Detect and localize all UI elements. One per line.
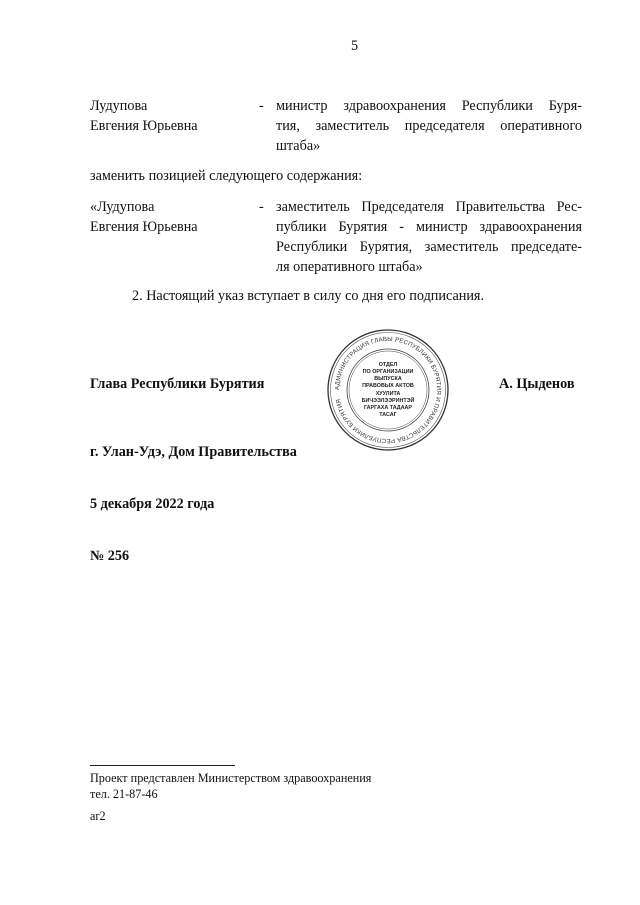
dash: - [259,199,264,215]
dash: - [259,98,264,114]
seal-line: ХУУЛИТА [375,391,401,397]
role-line: министр здравоохранения Республики Буря- [276,98,582,114]
signatory-position: Глава Республики Бурятия [90,376,265,392]
person-name-line1: «Лудупова [90,199,155,215]
seal-line: ПО ОРГАНИЗАЦИИ [362,369,414,375]
seal-line: ВЫПУСКА [374,376,402,382]
role-description [276,96,582,156]
seal-line: ТАСАГ [379,412,397,418]
svg-text:АДМИНИСТРАЦИЯ ГЛАВЫ РЕСПУБЛИКИ [334,336,442,444]
role-line: публики Бурятия - министр здравоохранения [276,219,582,235]
seal-line: ОТДЕЛ [378,362,398,368]
replace-instruction: заменить позицией следующего содержания: [90,168,363,184]
role-description [276,197,582,277]
role-line: Республики Бурятия, заместитель председате- [276,239,582,255]
person-name-line2: Евгения Юрьевна [90,219,198,235]
date: 5 декабря 2022 года [90,496,215,512]
person-name-line2: Евгения Юрьевна [90,118,198,134]
signatory-name: А. Цыденов [499,376,575,392]
footnote-line1: Проект представлен Министерством здравоохранения [90,771,372,785]
role-line: ля оперативного штаба» [276,259,423,275]
seal-line: БИЧЭЭЛЭЭРИНТЭЙ [361,398,415,404]
seal-ring-text: АДМИНИСТРАЦИЯ ГЛАВЫ РЕСПУБЛИКИ БУРЯТИЯ И ПРАВИТЕЛЬСТВА РЕСПУБЛИКИ БУРЯТИЯ [333,335,443,445]
clause-2: 2. Настоящий указ вступает в силу со дня его подписания. [132,288,485,304]
footnote-separator [90,765,235,766]
document-number: № 256 [90,548,130,564]
place: г. Улан-Удэ, Дом Правительства [90,444,297,460]
official-seal [326,328,450,452]
seal-line: ПРАВОВЫХ АКТОВ [362,383,414,389]
role-line: тия, заместитель председателя оперативного [276,118,582,134]
role-line: заместитель Председателя Правительства Рес- [276,199,582,215]
page-number: 5 [351,38,359,54]
footnote-line2: тел. 21-87-46 [90,787,158,801]
seal-line: ГАРГАХА ТАДААР [363,405,413,411]
role-line: штаба» [276,138,321,154]
person-name-line1: Лудупова [90,98,148,114]
document-code: ar2 [90,809,106,823]
